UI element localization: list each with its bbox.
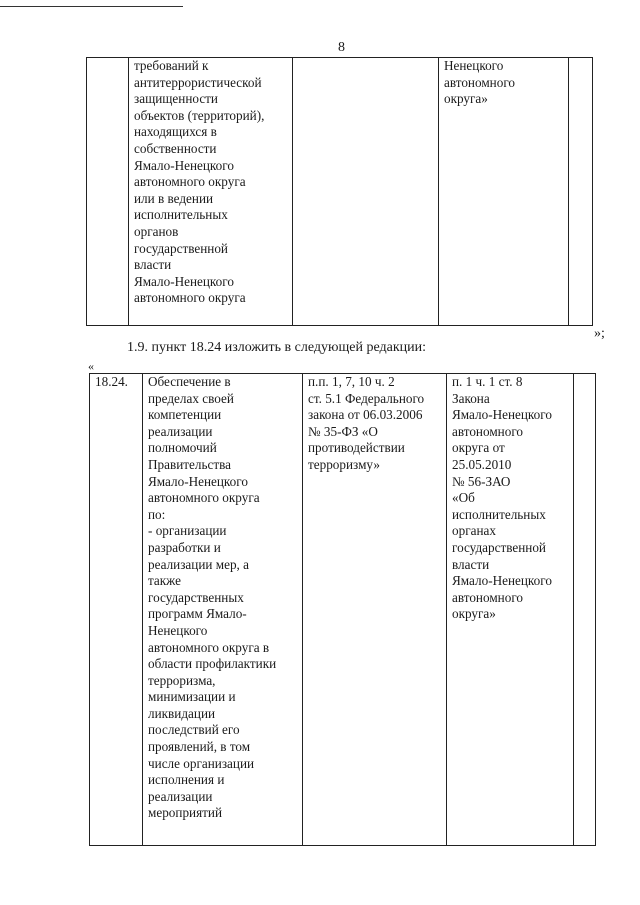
table-end-quote: »; <box>594 326 605 341</box>
table-cell-regional-law: п. 1 ч. 1 ст. 8 Закона Ямало-Ненецкого автономного округа от 25.05.2010 № 56-ЗАО «Об исполнительных органах государственной власти Ямало-Ненецкого автономного округа» <box>447 374 574 846</box>
table-cell-federal-law: п.п. 1, 7, 10 ч. 2 ст. 5.1 Федерального закона от 06.03.2006 № 35-ФЗ «О противодействии терроризму» <box>303 374 447 846</box>
table-cell-federal-law <box>293 58 439 326</box>
table-cell-description: требований к антитеррористической защищенности объектов (территорий), находящихся в собственности Ямало-Ненецкого автономного округа или в ведении исполнительных органов государственной власти Ямало-Ненецкого автономного округа <box>129 58 293 326</box>
table-cell-extra <box>574 374 596 846</box>
table-open-quote: « <box>88 359 94 373</box>
amended-table <box>89 373 596 846</box>
table-cell-number: 18.24. <box>90 374 143 846</box>
table-cell-number <box>87 58 129 326</box>
table-cell-description: Обеспечение в пределах своей компетенции реализации полномочий Правительства Ямало-Ненецкого автономного округа по: - организации разработки и реализации мер, а также государственных программ Ямало- Ненецкого автономного округа в области профилактики терроризма, минимизации и ликвидации последствий его проявлений, в том числе организации исполнения и реализации мероприятий <box>143 374 303 846</box>
table-row <box>90 374 596 846</box>
table-cell-regional-law: Ненецкого автономного округа» <box>439 58 569 326</box>
table-cell-extra <box>569 58 593 326</box>
amendment-paragraph: 1.9. пункт 18.24 изложить в следующей редакции: <box>127 340 426 355</box>
page-number: 8 <box>338 40 345 55</box>
table-row <box>87 58 593 326</box>
continued-table <box>86 57 593 326</box>
header-rule <box>0 6 183 7</box>
